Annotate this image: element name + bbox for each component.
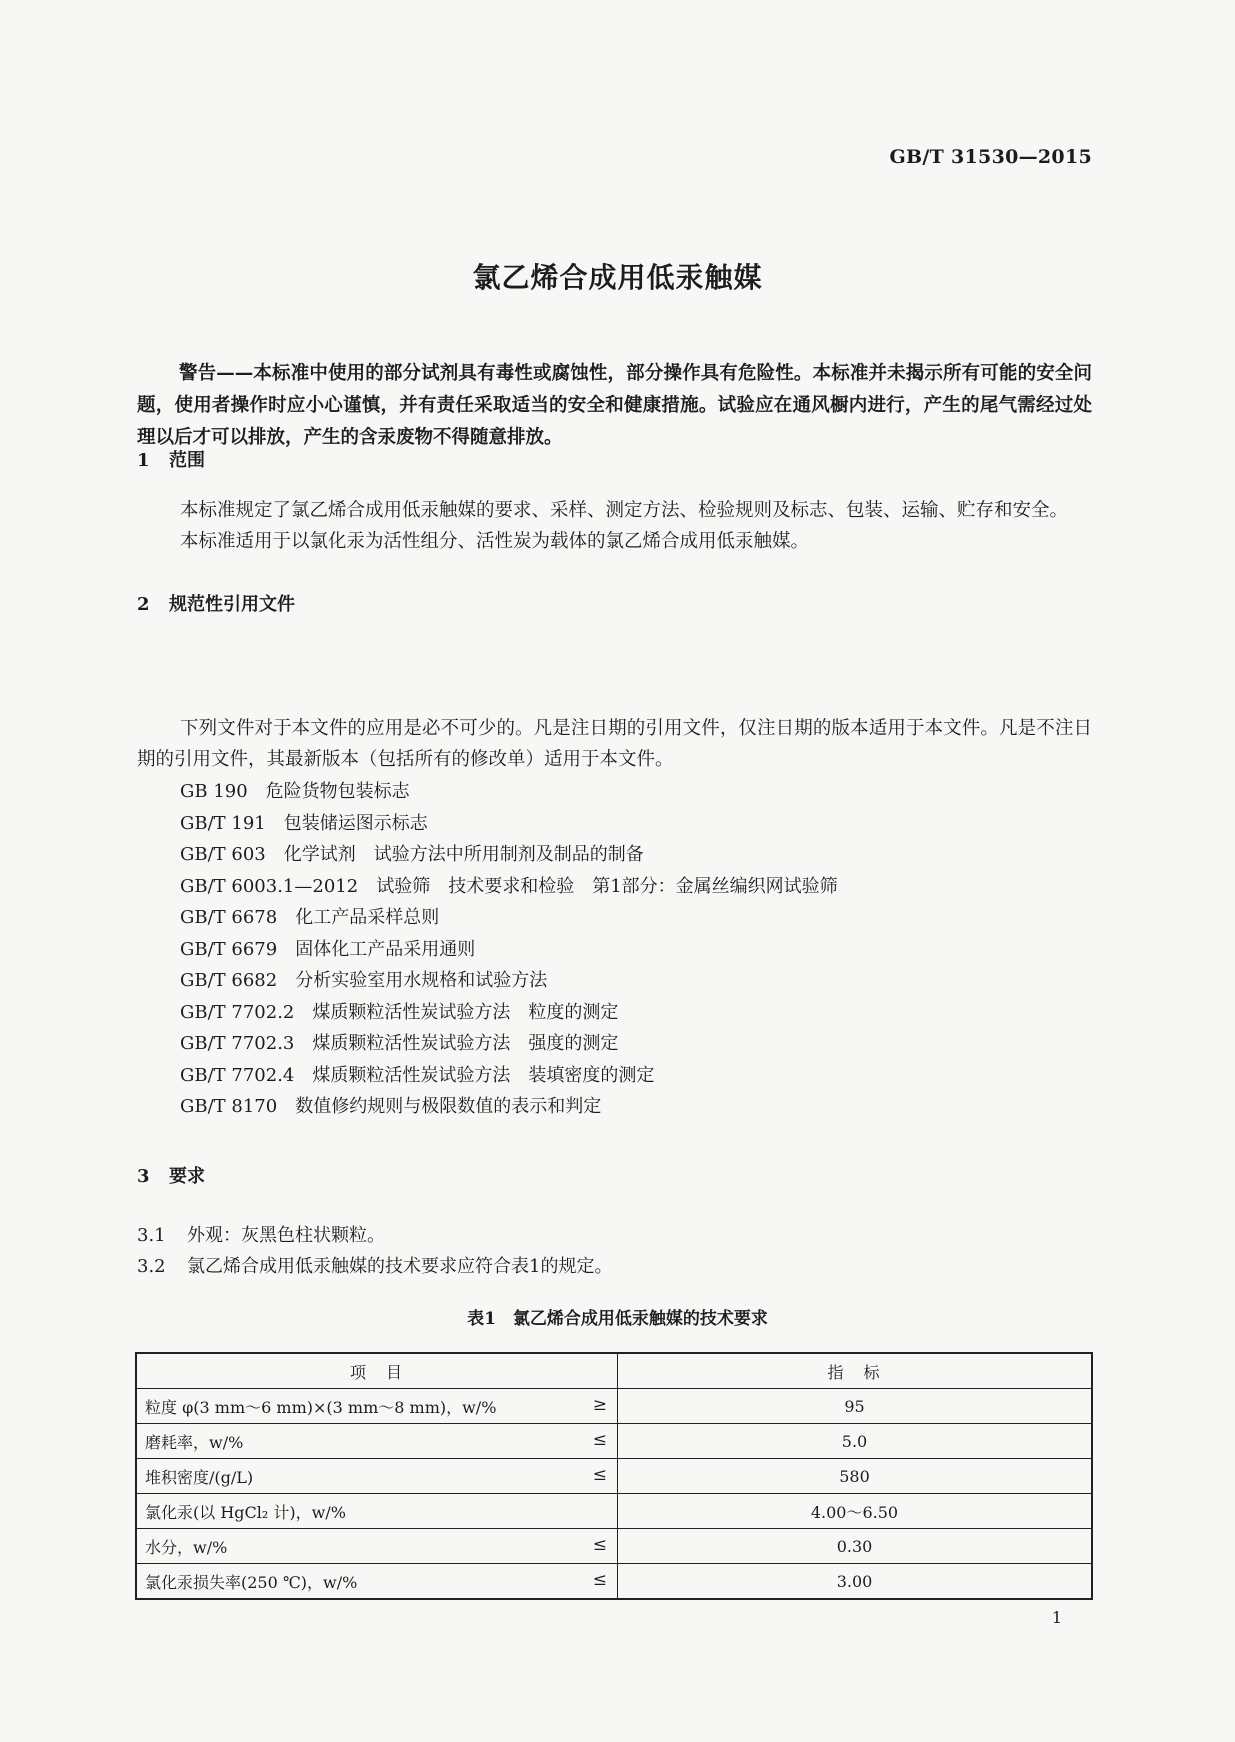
section-title: 要求	[169, 1166, 205, 1187]
section-number: 2	[137, 594, 150, 615]
reference-item: GB/T 6679 固体化工产品采用通则	[180, 938, 476, 960]
value-cell: 5.0	[618, 1424, 1093, 1459]
comparison-operator: ≥	[592, 1395, 607, 1415]
column-header-item: 项 目	[136, 1353, 618, 1389]
item-label: 氯化汞损失率(250 ℃)，w/%	[145, 1572, 358, 1592]
comparison-operator: ≤	[592, 1535, 607, 1555]
comparison-operator: ≤	[592, 1465, 607, 1485]
table-caption: 表1 氯乙烯合成用低汞触媒的技术要求	[467, 1309, 768, 1329]
item-cell	[136, 1494, 618, 1529]
section-heading-scope	[137, 446, 205, 472]
table-row	[136, 1529, 1092, 1564]
item-cell	[136, 1389, 618, 1424]
item-label: 水分，w/%	[145, 1537, 228, 1557]
reference-item: GB/T 7702.4 煤质颗粒活性炭试验方法 装填密度的测定	[180, 1064, 655, 1086]
paragraph: 本标准规定了氯乙烯合成用低汞触媒的要求、采样、测定方法、检验规则及标志、包装、运输、贮存和安全。	[180, 500, 1069, 521]
reference-item: GB/T 6682 分析实验室用水规格和试验方法	[180, 970, 548, 991]
document-title: 氯乙烯合成用低汞触媒	[472, 261, 763, 294]
section-title: 规范性引用文件	[169, 594, 295, 615]
item-label: 粒度 φ(3 mm～6 mm)×(3 mm～8 mm)，w/%	[145, 1397, 497, 1417]
value-cell: 95	[618, 1389, 1093, 1424]
value-cell: 0.30	[618, 1529, 1093, 1564]
reference-item: GB 190 危险货物包装标志	[180, 781, 410, 802]
table-row	[136, 1424, 1092, 1459]
comparison-operator: ≤	[592, 1430, 607, 1450]
table-row	[136, 1494, 1092, 1529]
item-cell	[136, 1459, 618, 1494]
requirement-item	[137, 1251, 612, 1282]
column-header-value: 指 标	[618, 1353, 1093, 1389]
clause-text: 氯乙烯合成用低汞触媒的技术要求应符合表1的规定。	[187, 1256, 613, 1277]
standard-code: GB/T 31530—2015	[889, 146, 1092, 168]
reference-item: GB/T 6003.1—2012 试验筛 技术要求和检验 第1部分：金属丝编织网试验筛	[180, 875, 838, 897]
page-number: 1	[1051, 1608, 1062, 1627]
item-label: 堆积密度/(g/L)	[145, 1467, 254, 1487]
paragraph: 本标准适用于以氯化汞为活性组分、活性炭为载体的氯乙烯合成用低汞触媒。	[180, 531, 810, 552]
section-number: 1	[137, 450, 150, 471]
scope-body	[137, 495, 1092, 557]
value-cell: 3.00	[618, 1564, 1093, 1600]
table-row	[136, 1389, 1092, 1424]
spec-table	[135, 1352, 1093, 1600]
reference-item: GB/T 603 化学试剂 试验方法中所用制剂及制品的制备	[180, 844, 644, 865]
value-cell: 4.00～6.50	[618, 1494, 1093, 1529]
requirement-item	[137, 1220, 385, 1251]
table-header-row	[136, 1353, 1092, 1389]
section-heading-requirements	[137, 1162, 205, 1188]
reference-item: GB/T 8170 数值修约规则与极限数值的表示和判定	[180, 1096, 602, 1117]
clause-number: 3.1	[137, 1225, 166, 1246]
item-label: 氯化汞(以 HgCl₂ 计)，w/%	[145, 1502, 346, 1522]
item-label: 磨耗率，w/%	[145, 1432, 244, 1452]
paragraph: 下列文件对于本文件的应用是必不可少的。凡是注日期的引用文件，仅注日期的版本适用于本文件。凡是不注日期的引用文件，其最新版本（包括所有的修改单）适用于本文件。	[137, 718, 1092, 770]
item-cell	[136, 1424, 618, 1459]
section-number: 3	[137, 1166, 150, 1187]
warning-notice	[137, 358, 1092, 454]
comparison-operator: ≤	[592, 1570, 607, 1590]
reference-item: GB/T 7702.3 煤质颗粒活性炭试验方法 强度的测定	[180, 1033, 619, 1054]
table-row	[136, 1459, 1092, 1494]
reference-item: GB/T 191 包装储运图示标志	[180, 812, 428, 834]
clause-text: 外观：灰黑色柱状颗粒。	[187, 1225, 385, 1246]
section-title: 范围	[169, 450, 205, 471]
section-heading-references	[137, 590, 295, 616]
warning-text: 警告——本标准中使用的部分试剂具有毒性或腐蚀性，部分操作具有危险性。本标准并未揭示所有可能的安全问题，使用者操作时应小心谨慎，并有责任采取适当的安全和健康措施。试验应在通风橱内进行，产生的尾气需经过处理以后才可以排放，产生的含汞废物不得随意排放。	[137, 363, 1092, 448]
references-intro	[137, 713, 1092, 775]
item-cell	[136, 1564, 618, 1600]
table-row	[136, 1564, 1092, 1600]
reference-item: GB/T 6678 化工产品采样总则	[180, 907, 440, 928]
item-cell	[136, 1529, 618, 1564]
clause-number: 3.2	[137, 1256, 166, 1277]
reference-item: GB/T 7702.2 煤质颗粒活性炭试验方法 粒度的测定	[180, 1001, 619, 1023]
reference-list	[180, 776, 838, 1123]
value-cell: 580	[618, 1459, 1093, 1494]
